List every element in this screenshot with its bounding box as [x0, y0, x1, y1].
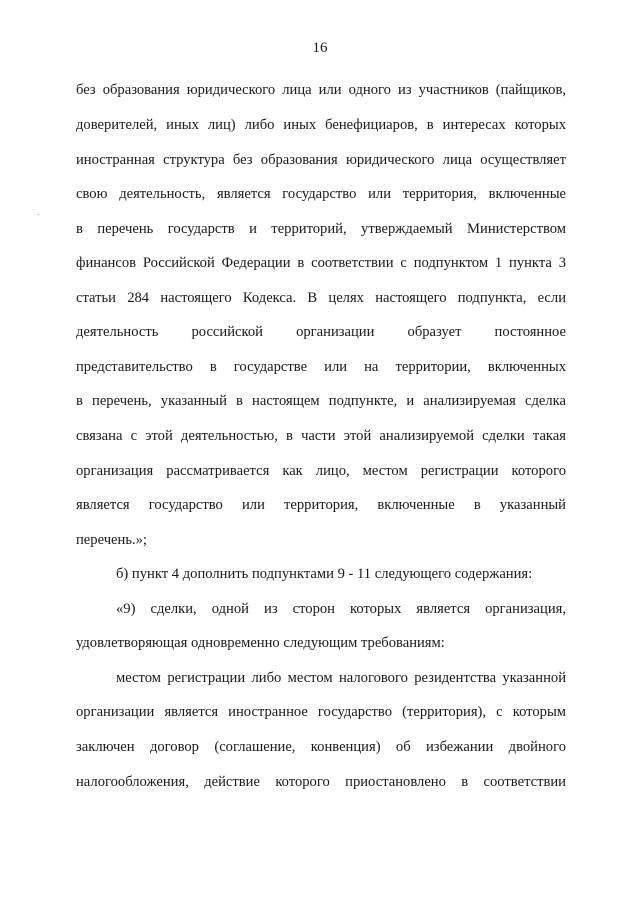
text-line: перечень.»; — [76, 532, 147, 548]
text-line: иностранная структура без образования юридического лица осуществляет — [76, 152, 566, 168]
text-line: свою деятельность, является государство или территория, включенные — [76, 186, 566, 202]
text-line: деятельность российской организации образует постоянное — [76, 324, 566, 340]
page-number: 16 — [312, 40, 328, 56]
paragraph-line: б) пункт 4 дополнить подпунктами 9 - 11 следующего содержания: — [116, 566, 533, 582]
margin-mark — [38, 214, 39, 215]
text-line: доверителей, иных лиц) либо иных бенефициаров, в интересах которых — [76, 117, 566, 133]
text-line: в перечень, указанный в настоящем подпункте, и анализируемая сделка — [76, 393, 566, 409]
text-line: удовлетворяющая одновременно следующим требованиям: — [76, 635, 445, 651]
text-line: организации является иностранное государство (территория), с которым — [76, 704, 566, 720]
paragraph-line: местом регистрации либо местом налогового резидентства указанной — [116, 670, 566, 686]
text-line: налогообложения, действие которого приостановлено в соответствии — [76, 774, 566, 790]
text-line: финансов Российской Федерации в соответствии с подпунктом 1 пункта 3 — [76, 255, 566, 271]
text-line: статьи 284 настоящего Кодекса. В целях настоящего подпункта, если — [76, 290, 566, 306]
text-line: без образования юридического лица или одного из участников (пайщиков, — [76, 82, 566, 98]
text-line: организация рассматривается как лицо, местом регистрации которого — [76, 463, 566, 479]
text-line: является государство или территория, включенные в указанный — [76, 497, 566, 513]
text-line: представительство в государстве или на территории, включенных — [76, 359, 566, 375]
paragraph-line: «9) сделки, одной из сторон которых является организация, — [116, 601, 566, 617]
text-line: в перечень государств и территорий, утверждаемый Министерством — [76, 221, 566, 237]
text-line: заключен договор (соглашение, конвенция) об избежании двойного — [76, 739, 566, 755]
text-line: связана с этой деятельностью, в части этой анализируемой сделки такая — [76, 428, 566, 444]
